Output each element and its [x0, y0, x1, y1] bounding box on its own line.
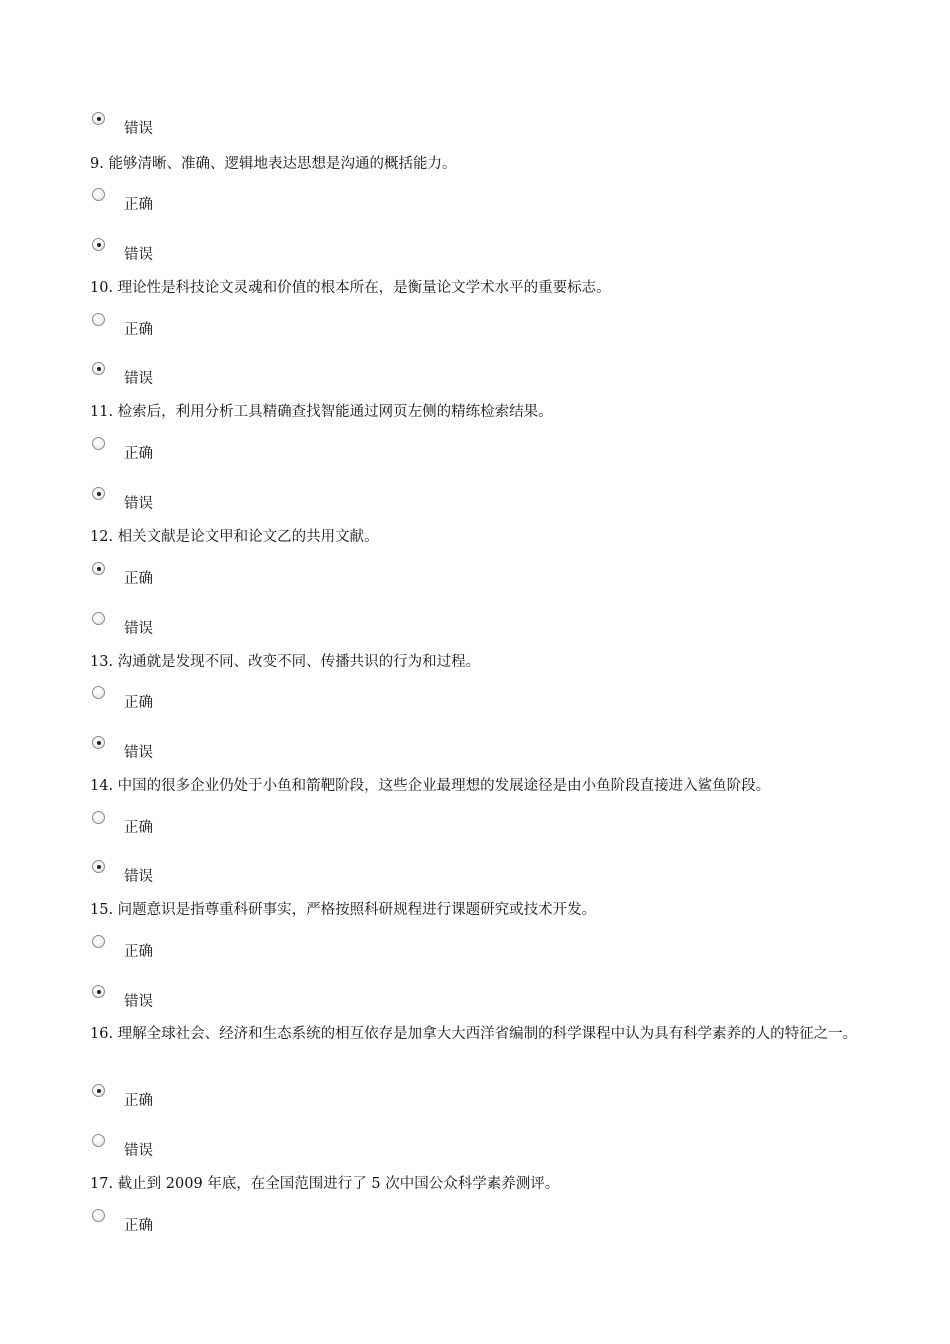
radio-button-selected[interactable]	[92, 487, 105, 500]
radio-button-selected[interactable]	[92, 736, 105, 749]
question-text: 13. 沟通就是发现不同、改变不同、传播共识的行为和过程。	[90, 654, 481, 670]
radio-button-selected[interactable]	[92, 362, 105, 375]
question-text: 10. 理论性是科技论文灵魂和价值的根本所在，是衡量论文学术水平的重要标志。	[90, 280, 611, 296]
question-text: 11. 检索后，利用分析工具精确查找智能通过网页左侧的精练检索结果。	[90, 404, 553, 420]
radio-button[interactable]	[92, 612, 105, 625]
option-label[interactable]: 正确	[124, 820, 153, 836]
option-label[interactable]: 错误	[124, 869, 153, 885]
radio-button[interactable]	[92, 188, 105, 201]
question-text: 9. 能够清晰、准确、逻辑地表达思想是沟通的概括能力。	[90, 156, 457, 172]
option-label[interactable]: 正确	[124, 944, 153, 960]
option-label[interactable]: 错误	[124, 745, 153, 761]
option-label[interactable]: 正确	[124, 571, 153, 587]
option-label[interactable]: 错误	[124, 121, 153, 137]
option-label[interactable]: 错误	[124, 621, 153, 637]
question-text: 17. 截止到 2009 年底，在全国范围进行了 5 次中国公众科学素养测评。	[90, 1176, 560, 1192]
option-label[interactable]: 正确	[124, 1093, 153, 1109]
radio-button[interactable]	[92, 1134, 105, 1147]
option-label[interactable]: 正确	[124, 695, 153, 711]
option-label[interactable]: 正确	[124, 322, 153, 338]
radio-button-selected[interactable]	[92, 238, 105, 251]
option-label[interactable]: 正确	[124, 446, 153, 462]
option-label[interactable]: 错误	[124, 496, 153, 512]
radio-button[interactable]	[92, 437, 105, 450]
radio-button-selected[interactable]	[92, 1084, 105, 1097]
radio-button-selected[interactable]	[92, 860, 105, 873]
option-label[interactable]: 错误	[124, 247, 153, 263]
option-label[interactable]: 错误	[124, 371, 153, 387]
option-label[interactable]: 正确	[124, 197, 153, 213]
option-label[interactable]: 错误	[124, 994, 153, 1010]
option-label[interactable]: 正确	[124, 1218, 153, 1234]
question-text: 12. 相关文献是论文甲和论文乙的共用文献。	[90, 529, 379, 545]
question-text: 16. 理解全球社会、经济和生态系统的相互依存是加拿大大西洋省编制的科学课程中认为具有科学素养的人的特征之一。	[90, 1026, 858, 1042]
radio-button[interactable]	[92, 935, 105, 948]
radio-button-selected[interactable]	[92, 985, 105, 998]
question-text: 14. 中国的很多企业仍处于小鱼和箭靶阶段，这些企业最理想的发展途径是由小鱼阶段直接进入鲨鱼阶段。	[90, 778, 771, 794]
radio-button-selected[interactable]	[92, 112, 105, 125]
radio-button[interactable]	[92, 313, 105, 326]
radio-button[interactable]	[92, 1209, 105, 1222]
radio-button-selected[interactable]	[92, 562, 105, 575]
option-label[interactable]: 错误	[124, 1143, 153, 1159]
radio-button[interactable]	[92, 686, 105, 699]
question-text: 15. 问题意识是指尊重科研事实，严格按照科研规程进行课题研究或技术开发。	[90, 902, 597, 918]
radio-button[interactable]	[92, 811, 105, 824]
